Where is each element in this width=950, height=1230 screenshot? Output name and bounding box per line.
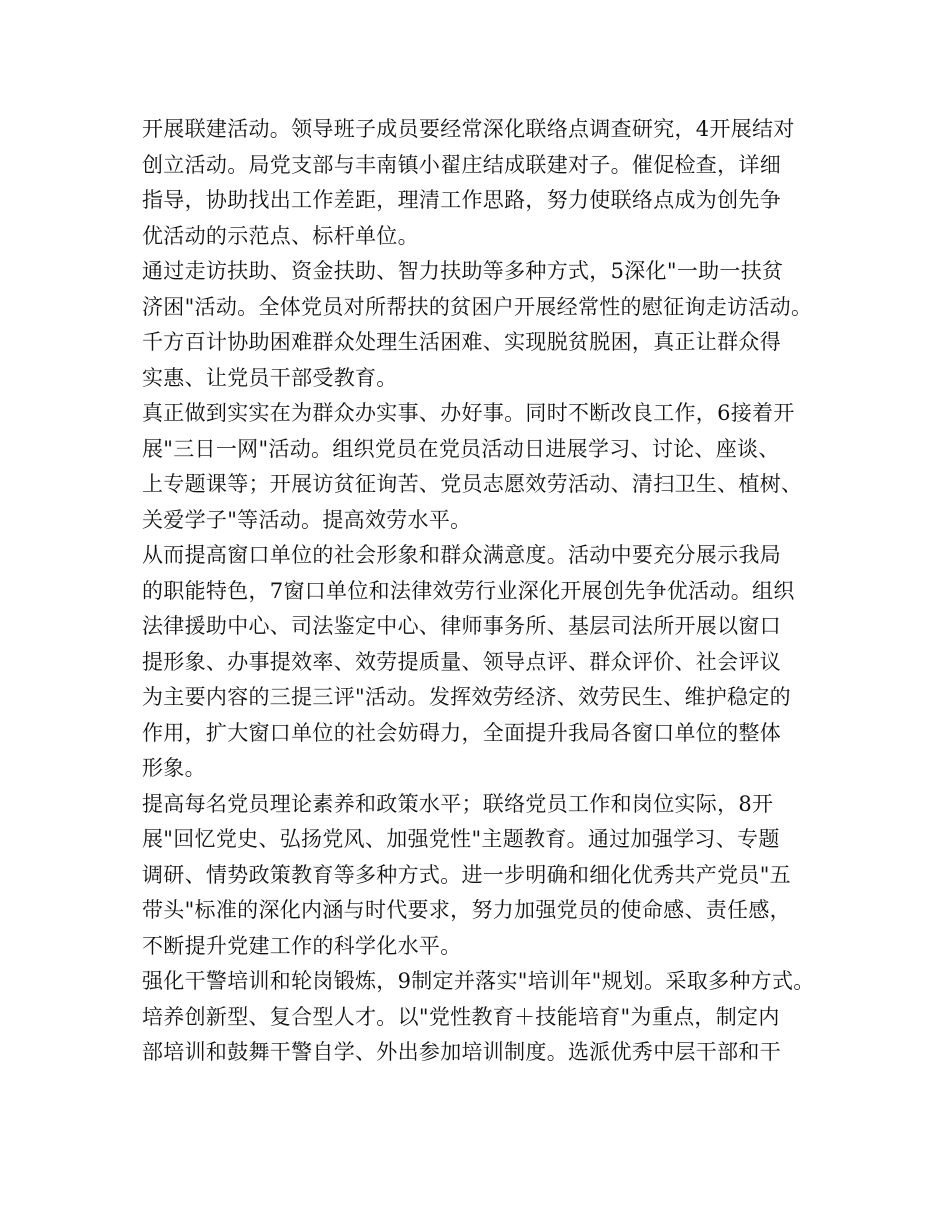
text-line: 展"回忆党史、弘扬党风、加强党性"主题教育。通过加强学习、专题	[142, 827, 780, 851]
text-line: 开展联建活动。领导班子成员要经常深化联络点调查研究，4开展结对	[142, 117, 795, 141]
text-line: 部培训和鼓舞干警自学、外出参加培训制度。选派优秀中层干部和干	[142, 1040, 781, 1064]
text-line: 优活动的示范点、标杆单位。	[142, 223, 419, 248]
text-line: 培养创新型、复合型人才。以"党性教育＋技能培育"为重点，制定内	[142, 1004, 780, 1029]
text-line: 展"三日一网"活动。组织党员在党员活动日进展学习、讨论、座谈、	[142, 436, 780, 461]
text-line: 上专题课等；开展访贫征询苦、党员志愿效劳活动、清扫卫生、植树、	[142, 472, 803, 496]
document-body	[142, 112, 832, 1071]
text-line: 千方百计协助困难群众处理生活困难、实现脱贫脱困，真正让群众得	[142, 330, 781, 354]
text-line: 作用，扩大窗口单位的社会妨碍力，全面提升我局各窗口单位的整体	[142, 720, 781, 745]
text-line: 指导，协助找出工作差距，理清工作思路，努力使联络点成为创先争	[142, 188, 781, 212]
text-line: 的职能特色，7窗口单位和法律效劳行业深化开展创先争优活动。组织	[142, 578, 795, 603]
text-line: 关爱学子"等活动。提高效劳水平。	[142, 507, 472, 532]
text-line: 强化干警培训和轮岗锻炼，9制定并落实"培训年"规划。采取多种方式。	[142, 969, 815, 993]
text-line: 为主要内容的三提三评"活动。发挥效劳经济、效劳民生、维护稳定的	[142, 685, 791, 709]
text-line: 实惠、让党员干部受教育。	[142, 365, 398, 390]
text-line: 不断提升党建工作的科学化水平。	[142, 933, 462, 958]
text-line: 提形象、办事提效率、效劳提质量、领导点评、群众评价、社会评议	[142, 649, 781, 674]
text-line: 创立活动。局党支部与丰南镇小翟庄结成联建对子。催促检查，详细	[142, 152, 781, 177]
text-line: 调研、情势政策教育等多种方式。进一步明确和细化优秀共产党员"五	[142, 862, 791, 887]
text-line: 从而提高窗口单位的社会形象和群众满意度。活动中要充分展示我局	[142, 543, 781, 567]
text-line: 通过走访扶助、资金扶助、智力扶助等多种方式，5深化"一助一扶贫	[142, 259, 784, 283]
text-line: 带头"标准的深化内涵与时代要求，努力加强党员的使命感、责任感，	[142, 898, 791, 922]
text-line: 形象。	[142, 756, 206, 780]
text-line: 提高每名党员理论素养和政策水平；联络党员工作和岗位实际，8开	[142, 791, 774, 816]
text-line: 法律援助中心、司法鉴定中心、律师事务所、基层司法所开展以窗口	[142, 614, 781, 638]
text-line: 真正做到实实在为群众办实事、办好事。同时不断改良工作，6接着开	[142, 401, 795, 425]
text-line: 济困"活动。全体党员对所帮扶的贫困户开展经常性的慰征询走访活动。	[142, 294, 813, 319]
